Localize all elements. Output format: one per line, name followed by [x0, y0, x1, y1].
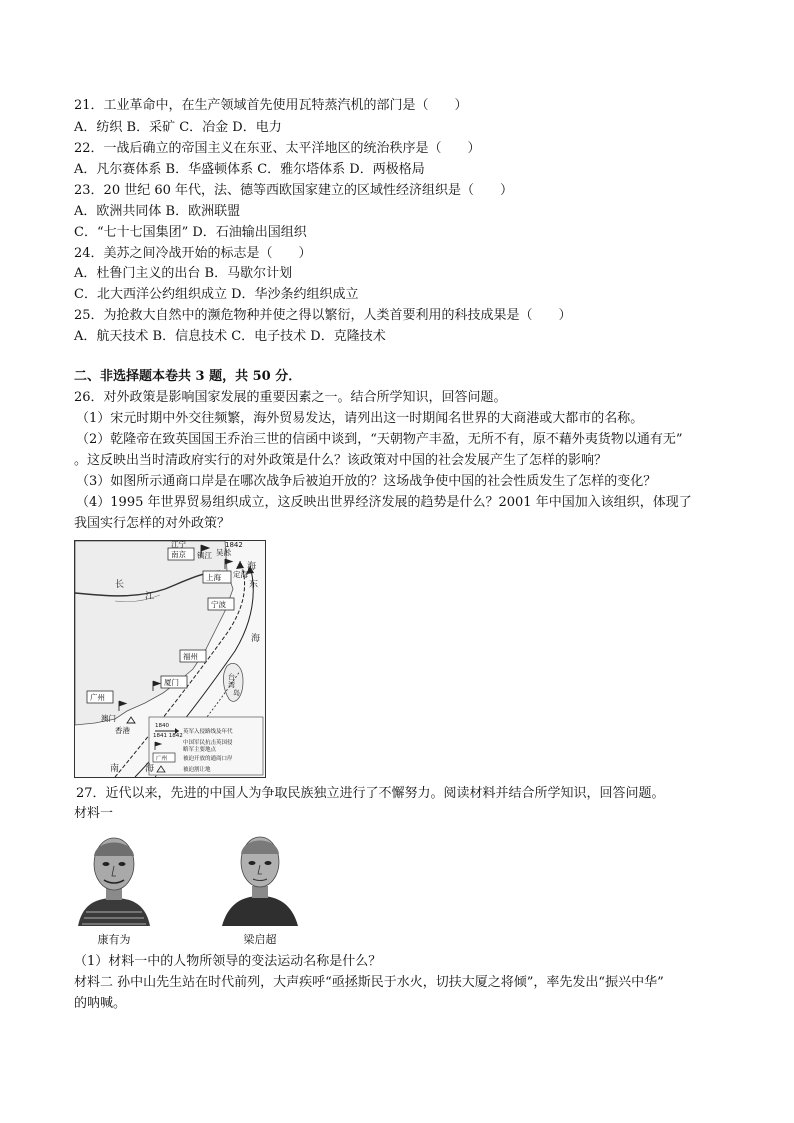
question-27-stem: 27．近代以来，先进的中国人为争取民族独立进行了不懈努力。阅读材料并结合所学知识，回答问题。: [76, 786, 665, 801]
question-26-part-4b: 我国实行怎样的对外政策？: [74, 516, 231, 531]
question-23-options-cd: C．“七十七国集团” D．石油输出国组织: [74, 225, 307, 240]
map-label-xiamen: 厦门: [164, 678, 179, 687]
question-21-options: A．纺织 B．采矿 C．冶金 D．电力: [74, 120, 282, 135]
question-26-stem: 26．对外政策是影响国家发展的重要因素之一。结合所学知识，回答问题。: [74, 390, 507, 405]
question-25: 25．为抢救大自然中的濒危物种并使之得以繁衍，人类首要利用的科技成果是（ ）: [74, 308, 572, 323]
question-26-part-2b: 。这反映出当时清政府实行的对外政策是什么？该政策对中国的社会发展产生了怎样的影响？: [74, 453, 608, 468]
question-23-options-ab: A．欧洲共同体 B．欧洲联盟: [74, 204, 241, 219]
map-label-dong: 东: [249, 580, 259, 590]
question-24: 24．美苏之间冷战开始的标志是（ ）: [74, 246, 312, 261]
legend-cede: 被迫割让地: [183, 767, 211, 773]
map-label-1842: 1842: [225, 541, 243, 549]
material-2-line-1: 材料二 孙中山先生站在时代前列，大声疾呼“亟拯斯民于水火，切扶大厦之将倾”，率先发出“振兴中华”: [74, 975, 664, 990]
question-26-part-1: （1）宋元时期中外交往频繁，海外贸易发达，请列出这一时期闻名世界的大商港或大都市的名称。: [76, 411, 644, 426]
material-1-label: 材料一: [74, 806, 114, 821]
legend-1840: 1840: [155, 723, 169, 729]
legend-resist-2: 略军主要地点: [183, 747, 217, 753]
map-label-jiangning: 江宁: [171, 541, 186, 549]
map-label-xianggang: 香港: [115, 726, 130, 735]
portrait-kang-youwei: [74, 826, 154, 926]
map-label-dao: 岛: [233, 689, 240, 697]
legend-resist-1: 中国军民抗击英国侵: [183, 740, 233, 746]
question-26-part-3: （3）如图所示通商口岸是在哪次战争后被迫开放的？这场战争使中国的社会性质发生了怎样的变化？: [76, 474, 657, 489]
caption-kang-youwei: 康有为: [97, 933, 131, 946]
legend-route: 英军入侵路线及年代: [183, 729, 233, 735]
map-label-nan: 南: [110, 764, 120, 774]
map-label-guangzhou: 广州: [90, 693, 105, 702]
map-label-nanhai-hai: 海: [145, 764, 155, 774]
caption-liang-qichao: 梁启超: [243, 933, 277, 946]
legend-years: 1841 1842: [153, 733, 183, 739]
question-23: 23．20 世纪 60 年代，法、德等西欧国家建立的区域性经济组织是（ ）: [74, 183, 514, 198]
legend-port: 被迫开放的通商口岸: [183, 756, 233, 762]
map-label-wusong: 吴淞: [216, 548, 231, 557]
map-label-jiang: 江: [145, 592, 155, 602]
question-27-part-1: （1）材料一中的人物所领导的变法运动名称是什么？: [74, 954, 382, 969]
map-label-aomen: 澳门: [101, 714, 116, 723]
map-label-hai-east: 海: [247, 562, 257, 572]
section-2-heading: 二、非选择题本卷共 3 题，共 50 分．: [74, 369, 302, 384]
map-label-ningbo: 宁波: [211, 600, 226, 609]
question-26-part-2a: （2）乾隆帝在致英国国王乔治三世的信函中谈到，“天朝物产丰盈，无所不有，原不藉外夷货物以通有无”: [76, 432, 683, 447]
legend-port-sample: 广州: [156, 756, 168, 762]
question-21: 21．工业革命中，在生产领域首先使用瓦特蒸汽机的部门是（ ）: [74, 98, 468, 113]
question-26-part-4a: （4）1995 年世界贸易组织成立，这反映出世界经济发展的趋势是什么？2001 年中国加入该组织，体现了: [76, 495, 692, 510]
map-label-shanghai: 上海: [206, 573, 221, 582]
map-label-nanjing: 南京: [171, 550, 186, 559]
map-label-zhenjiang: 镇江: [197, 551, 212, 560]
map-label-fuzhou: 福州: [183, 652, 198, 661]
question-24-options-cd: C．北大西洋公约组织成立 D．华沙条约组织成立: [74, 287, 359, 302]
question-22-options: A．凡尔赛体系 B．华盛顿体系 C．雅尔塔体系 D．两极格局: [74, 162, 425, 177]
map-label-chang: 长: [115, 580, 125, 590]
map-label-tai: 台: [228, 673, 235, 681]
map-label-wan: 湾: [228, 681, 235, 689]
question-24-options-ab: A．杜鲁门主义的出台 B．马歇尔计划: [74, 266, 293, 281]
question-25-options: A．航天技术 B．信息技术 C．电子技术 D．克隆技术: [74, 329, 386, 344]
opium-war-map: [74, 540, 266, 778]
question-22: 22．一战后确立的帝国主义在东亚、太平洋地区的统治秩序是（ ）: [74, 141, 481, 156]
map-label-dinghai: 定海: [233, 570, 248, 579]
map-label-hai: 海: [251, 634, 261, 644]
material-2-line-2: 的呐喊。: [74, 996, 127, 1011]
portrait-liang-qichao: [220, 826, 300, 926]
